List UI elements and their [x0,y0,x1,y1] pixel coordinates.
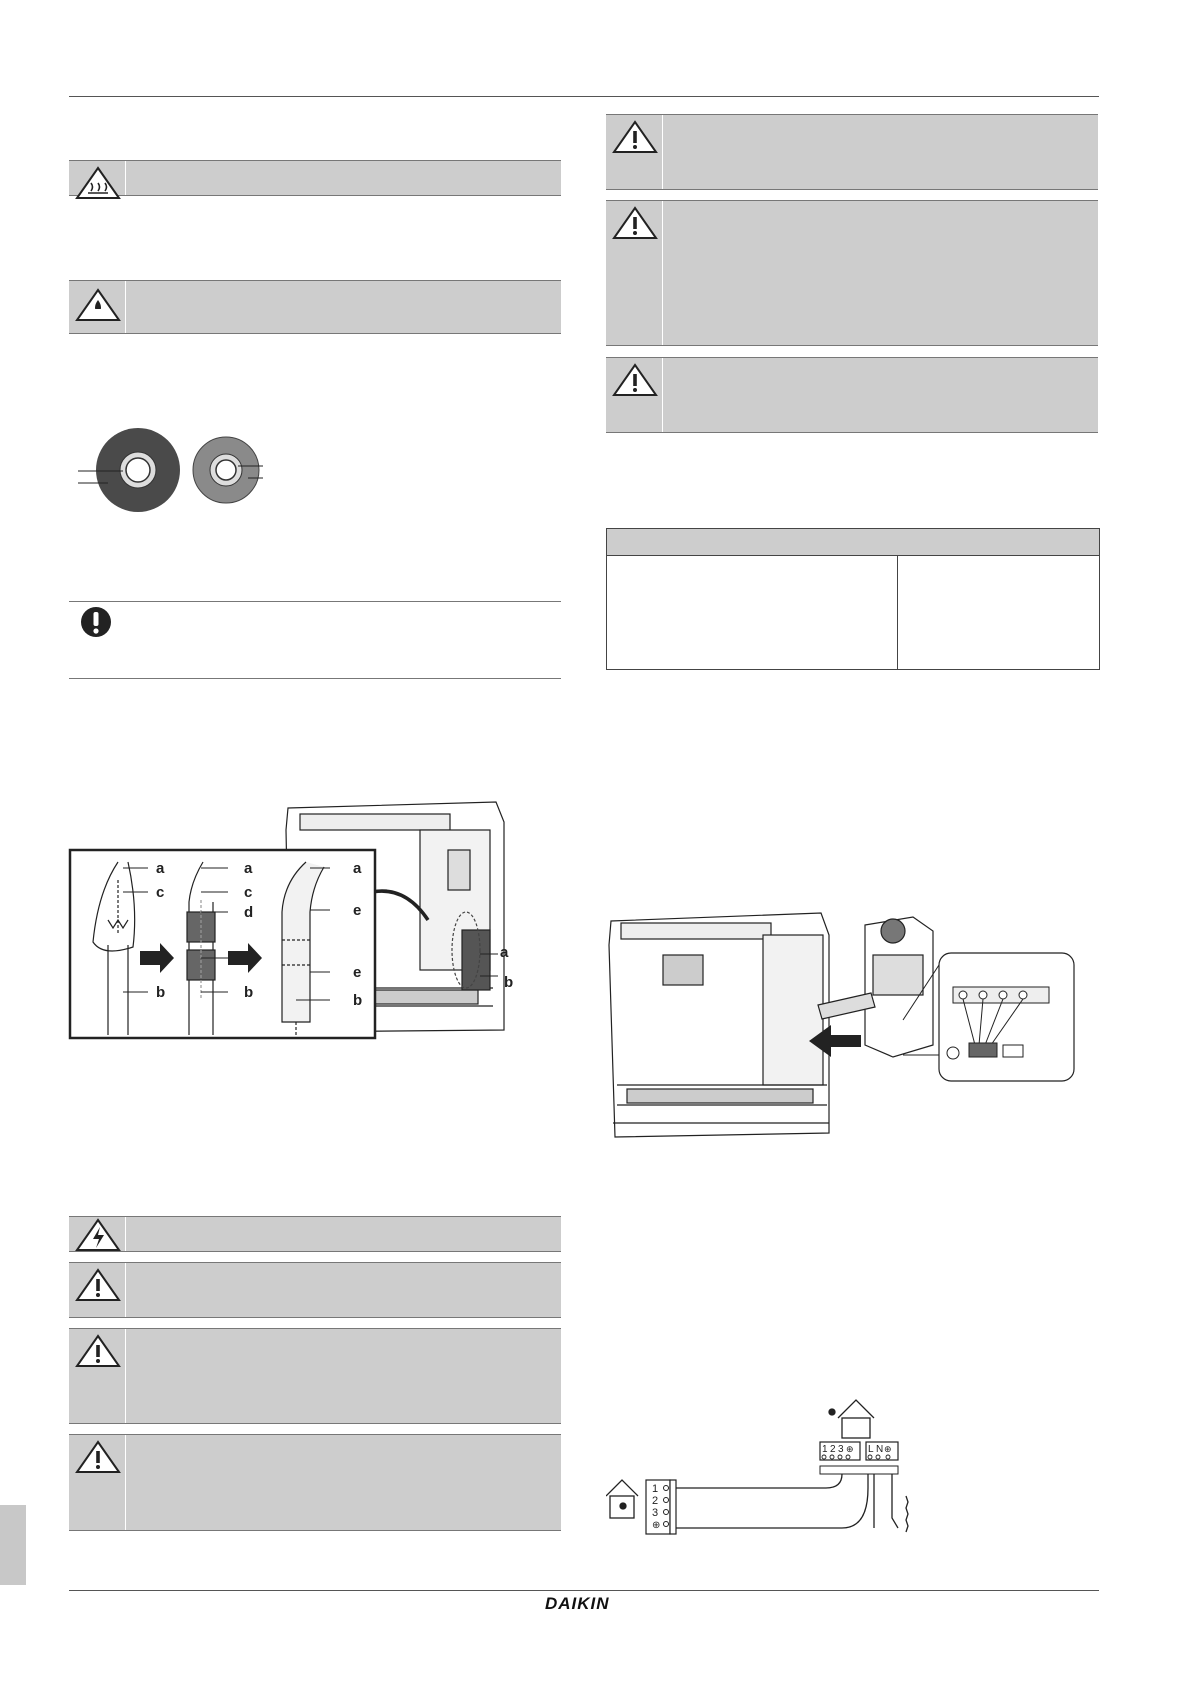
footer-rule [69,1590,1099,1591]
wiring-terminal-figure [603,895,1088,1157]
figure-label: a [244,860,253,877]
warning-triangle-icon [612,205,658,241]
section-tab-marker [0,1505,26,1585]
table-header [607,529,1099,556]
electrical-hazard-icon [75,1217,121,1253]
warning-triangle-icon [75,1439,121,1475]
warning-box [606,357,1098,433]
outdoor-terminal-1: 1 [822,1444,828,1455]
box-separator [662,358,663,432]
exclamation-circle-icon [80,606,112,638]
warning-box [606,114,1098,190]
svg-text:⊕: ⊕ [884,1445,892,1455]
box-separator [125,1217,126,1251]
box-separator [125,1435,126,1530]
insulation-cross-section-figure [78,425,268,515]
indoor-terminal-1: 1 [652,1483,659,1495]
warning-box [69,1434,561,1531]
daikin-logo: DAIKIN [545,1594,610,1613]
svg-text:⊕: ⊕ [846,1445,854,1455]
figure-label: a [156,860,165,877]
box-separator [125,281,126,333]
figure-label: b [504,974,514,991]
header-rule [69,96,1099,97]
power-terminal-l: L [868,1444,874,1455]
warning-triangle-icon [612,362,658,398]
indoor-terminal-3: 3 [652,1507,659,1519]
warning-triangle-icon [75,1267,121,1303]
figure-label: e [353,964,362,981]
specification-table [606,528,1100,670]
box-separator [662,115,663,189]
power-terminal-n: N [876,1444,884,1455]
notice-bottom-rule [69,678,561,679]
box-separator [125,1329,126,1423]
table-column-divider [897,555,898,669]
box-separator [125,1263,126,1317]
outdoor-unit-house-icon [829,1400,874,1438]
indoor-terminal-earth: ⊕ [652,1520,661,1531]
hot-surface-warning-icon [75,165,121,201]
outdoor-terminal-2: 2 [830,1444,836,1455]
notice-top-rule [69,601,561,602]
figure-label: a [500,944,509,961]
indoor-unit-drawing [609,913,829,1137]
figure-label: b [353,992,363,1009]
warning-box [606,200,1098,346]
flammable-warning-box [69,281,561,334]
pipe-insulation-figure [68,800,528,1040]
figure-label: e [353,902,362,919]
outdoor-terminal-3: 3 [838,1444,844,1455]
figure-label: a [353,860,362,877]
figure-label: d [244,904,254,921]
figure-label: b [156,984,166,1001]
hot-surface-caution-box [69,161,561,196]
indoor-unit-house-icon [606,1480,638,1518]
warning-box [69,1328,561,1424]
figure-label: c [156,884,165,901]
figure-label: b [244,984,254,1001]
figure-label: d [244,950,254,967]
box-separator [125,161,126,195]
electrical-danger-box [69,1217,561,1252]
flammable-warning-icon [75,287,121,323]
box-separator [662,201,663,345]
figure-label: c [244,884,253,901]
warning-box [69,1262,561,1318]
indoor-terminal-2: 2 [652,1495,659,1507]
interconnection-wiring-diagram [606,1378,926,1538]
warning-triangle-icon [612,119,658,155]
warning-triangle-icon [75,1333,121,1369]
